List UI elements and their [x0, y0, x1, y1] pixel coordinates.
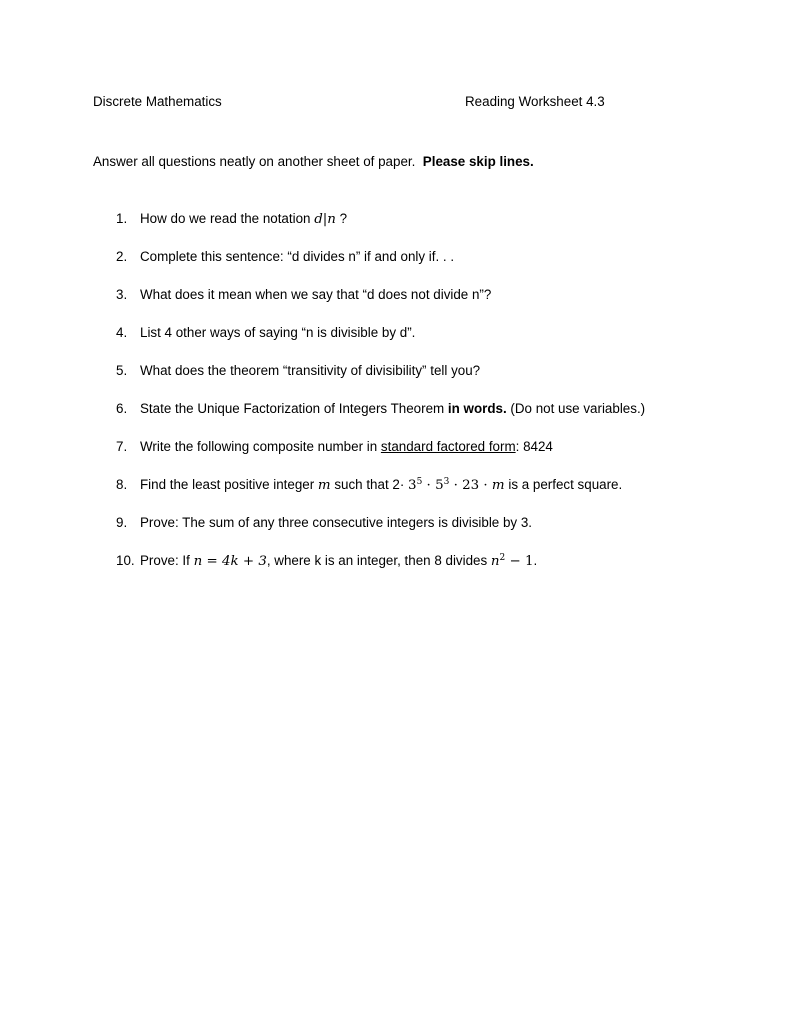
question-number: 2. [116, 249, 128, 264]
question-4 [116, 325, 645, 363]
instructions-bold: Please skip lines. [422, 154, 534, 169]
math-variable: m [317, 478, 331, 493]
question-number: 9. [116, 515, 128, 530]
question-text-end: ? [335, 211, 348, 226]
question-text-end: : 8424 [515, 439, 553, 454]
math-base: 5 [435, 478, 444, 493]
question-text: State the Unique Factorization of Integers Theorem [140, 401, 448, 416]
question-text-end: (Do not use variables.) [506, 401, 646, 416]
math-notation: d|n [314, 212, 336, 227]
question-text: Write the following composite number in [140, 439, 381, 454]
question-9 [116, 515, 645, 553]
question-text: such that 2· [330, 477, 409, 492]
question-number: 1. [116, 211, 128, 226]
math-base: 3 [408, 478, 417, 493]
question-8 [116, 477, 645, 515]
question-10 [116, 553, 645, 591]
question-6 [116, 401, 645, 439]
question-number: 5. [116, 363, 128, 378]
math-operator: · [422, 478, 436, 493]
question-1 [116, 211, 645, 249]
question-number: 6. [116, 401, 128, 416]
question-text: What does the theorem “transitivity of divisibility” tell you? [140, 363, 481, 378]
question-text: Prove: The sum of any three consecutive integers is divisible by 3. [140, 515, 532, 530]
course-title: Discrete Mathematics [93, 94, 222, 109]
math-exponent: 5 [416, 477, 423, 487]
question-5 [116, 363, 645, 401]
math-variable: m [491, 478, 505, 493]
question-text: How do we read the notation [140, 211, 315, 226]
instructions [93, 154, 534, 169]
question-list [116, 211, 645, 591]
math-variable: n [490, 554, 500, 569]
math-exponent: 3 [443, 477, 450, 487]
question-text: List 4 other ways of saying “n is divisible by d”. [140, 325, 416, 340]
question-underlined-text: standard factored form [380, 439, 516, 454]
instructions-text: Answer all questions neatly on another sheet of paper. [93, 154, 416, 169]
question-text: , where k is an integer, then 8 divides [266, 553, 491, 568]
math-expression: · 23 · [449, 478, 492, 493]
question-2 [116, 249, 645, 287]
question-text: Prove: If [140, 553, 194, 568]
question-number: 10. [116, 553, 135, 568]
question-number: 3. [116, 287, 128, 302]
worksheet-title: Reading Worksheet 4.3 [465, 94, 605, 109]
math-expression: − 1 [505, 554, 534, 569]
question-text-end: . [533, 553, 538, 568]
question-text: Find the least positive integer [140, 477, 318, 492]
question-number: 7. [116, 439, 128, 454]
question-number: 8. [116, 477, 128, 492]
question-number: 4. [116, 325, 128, 340]
question-text: What does it mean when we say that “d does not divide n”? [140, 287, 492, 302]
question-7 [116, 439, 645, 477]
question-text-end: is a perfect square. [504, 477, 623, 492]
math-expression: n = 4k + 3 [193, 554, 267, 569]
question-3 [116, 287, 645, 325]
question-bold-text: in words. [447, 401, 507, 416]
question-text: Complete this sentence: “d divides n” if and only if. . . [140, 249, 455, 264]
math-exponent: 2 [499, 553, 506, 563]
